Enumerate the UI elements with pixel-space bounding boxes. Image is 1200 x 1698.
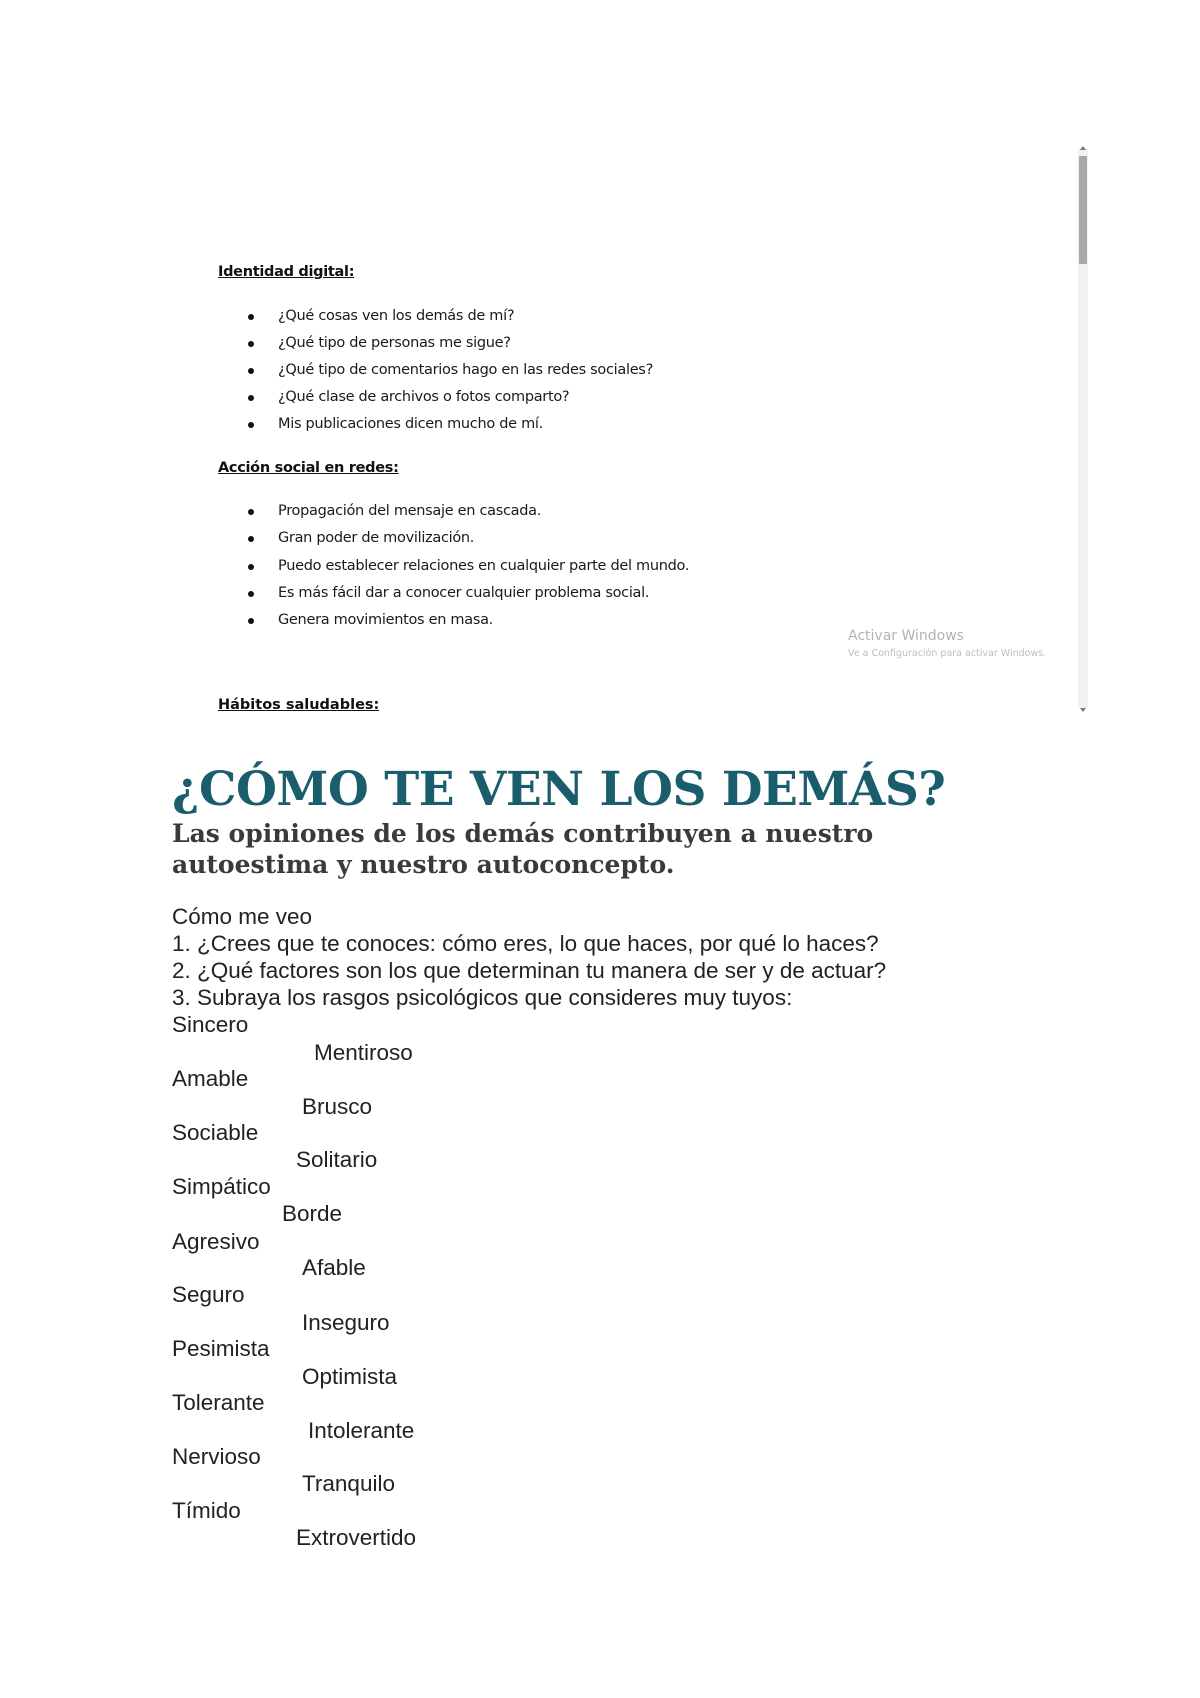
bullet-icon — [248, 368, 254, 374]
trait-left: Tímido — [172, 1498, 241, 1523]
trait-left: Nervioso — [172, 1444, 261, 1469]
trait-left: Pesimista — [172, 1336, 270, 1361]
trait-left: Sociable — [172, 1120, 259, 1145]
bullet-icon — [248, 422, 254, 428]
windows-activation-subtitle: Ve a Configuración para activar Windows. — [848, 648, 1047, 659]
windows-activation-title: Activar Windows — [848, 628, 964, 644]
trait-right: Optimista — [302, 1364, 398, 1389]
trait-left: Sincero — [172, 1012, 249, 1037]
page-title: ¿CÓMO TE VEN LOS DEMÁS? — [172, 762, 946, 817]
bullet-icon — [248, 395, 254, 401]
trait-right: Solitario — [296, 1147, 378, 1172]
question: 2. ¿Qué factores son los que determinan tu manera de ser y de actuar? — [172, 958, 887, 983]
trait-right: Afable — [302, 1255, 366, 1280]
scrollbar-thumb[interactable] — [1079, 156, 1087, 264]
scroll-up-arrow-icon[interactable] — [1080, 146, 1086, 150]
bullet-icon — [248, 341, 254, 347]
page-subtitle: Las opiniones de los demás contribuyen a nuestro autoestima y nuestro autoconcepto. — [172, 819, 874, 879]
question: 3. Subraya los rasgos psicológicos que consideres muy tuyos: — [172, 985, 793, 1010]
bullet-icon — [248, 564, 254, 570]
embedded-screenshot: Identidad digital: ¿Qué cosas ven los demás de mí? ¿Qué tipo de personas me sigue? ¿Qué tipo de comentarios hago en las redes sociales? ¿Qué clase de archivos o fotos comparto? Mis publicaciones dicen mucho de mí. Acción social en redes: Propagación del mensaje en cascada. Gran poder de movilización. Puedo establecer relaciones en cualquier parte del mundo. Es más fácil dar a conocer cualquier problema social. Genera movimientos en masa. Activar Windows Ve a Configuración para activar Windows. Hábitos saludables: — [0, 0, 1200, 720]
identity-heading: Identidad digital: — [218, 264, 355, 280]
trait-left: Seguro — [172, 1282, 245, 1307]
trait-right: Tranquilo — [302, 1471, 395, 1496]
section-label: Cómo me veo — [172, 904, 313, 929]
trait-right: Inseguro — [302, 1310, 390, 1335]
trait-left: Simpático — [172, 1174, 271, 1199]
bullet-icon — [248, 591, 254, 597]
trait-left: Tolerante — [172, 1390, 265, 1415]
scroll-down-arrow-icon[interactable] — [1080, 708, 1086, 712]
trait-right: Borde — [282, 1201, 343, 1226]
bullet-icon — [248, 314, 254, 320]
trait-right: Extrovertido — [296, 1525, 417, 1550]
question: 1. ¿Crees que te conoces: cómo eres, lo que haces, por qué lo haces? — [172, 931, 879, 956]
trait-left: Amable — [172, 1066, 249, 1091]
habits-heading: Hábitos saludables: — [218, 697, 380, 713]
social-heading: Acción social en redes: — [218, 460, 399, 476]
bullet-icon — [248, 618, 254, 624]
trait-left: Agresivo — [172, 1229, 260, 1254]
trait-right: Brusco — [302, 1094, 373, 1119]
bullet-icon — [248, 509, 254, 515]
bullet-icon — [248, 536, 254, 542]
trait-right: Intolerante — [308, 1418, 415, 1443]
trait-right: Mentiroso — [314, 1040, 413, 1065]
